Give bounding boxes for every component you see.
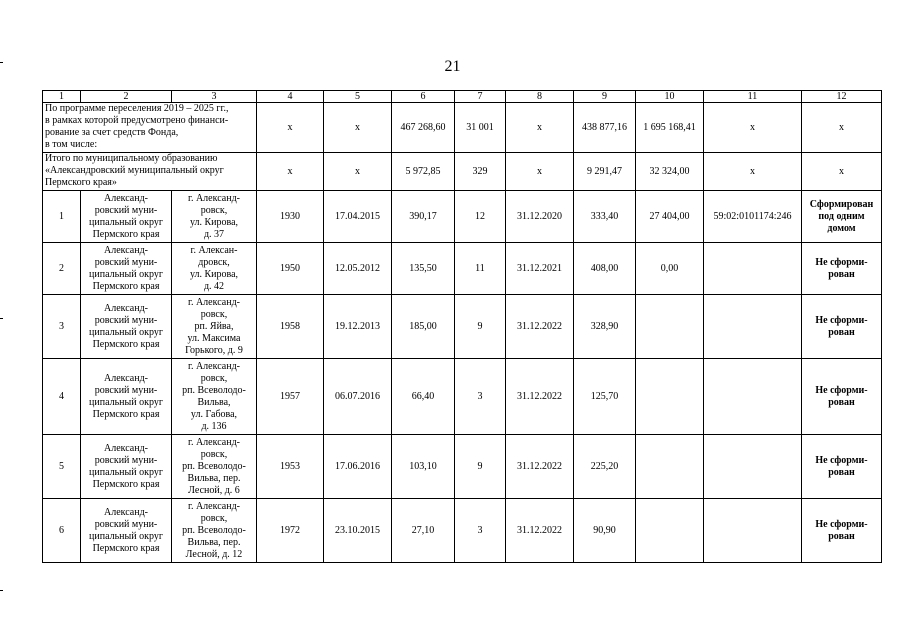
date-cell: 17.04.2015 bbox=[324, 191, 392, 243]
date-cell: 19.12.2013 bbox=[324, 295, 392, 359]
municipality-cell: Александ- ровский муни- ципальный округ Пермского края bbox=[81, 191, 172, 243]
people-cell: 11 bbox=[455, 243, 506, 295]
table-row bbox=[43, 435, 882, 499]
summary-cell: 1 695 168,41 bbox=[636, 103, 704, 153]
cost-cell: 0,00 bbox=[636, 243, 704, 295]
cost-cell bbox=[636, 499, 704, 563]
area2-cell: 225,20 bbox=[574, 435, 636, 499]
column-number: 3 bbox=[172, 91, 257, 103]
page-number: 21 bbox=[444, 58, 461, 75]
year-cell: 1950 bbox=[257, 243, 324, 295]
column-number: 4 bbox=[257, 91, 324, 103]
deadline-cell: 31.12.2020 bbox=[506, 191, 574, 243]
summary-cell: 9 291,47 bbox=[574, 153, 636, 191]
summary-cell: x bbox=[704, 103, 802, 153]
column-number: 6 bbox=[392, 91, 455, 103]
municipality-cell: Александ- ровский муни- ципальный округ Пермского края bbox=[81, 499, 172, 563]
area-cell: 66,40 bbox=[392, 359, 455, 435]
column-number: 8 bbox=[506, 91, 574, 103]
people-cell: 3 bbox=[455, 359, 506, 435]
year-cell: 1958 bbox=[257, 295, 324, 359]
row-number: 6 bbox=[43, 499, 81, 563]
people-cell: 3 bbox=[455, 499, 506, 563]
year-cell: 1930 bbox=[257, 191, 324, 243]
status-cell: Не сформи- рован bbox=[802, 243, 882, 295]
summary-cell: 5 972,85 bbox=[392, 153, 455, 191]
column-number: 12 bbox=[802, 91, 882, 103]
row-number: 3 bbox=[43, 295, 81, 359]
area2-cell: 408,00 bbox=[574, 243, 636, 295]
column-number: 10 bbox=[636, 91, 704, 103]
column-number: 7 bbox=[455, 91, 506, 103]
area2-cell: 125,70 bbox=[574, 359, 636, 435]
scan-edge-mark bbox=[0, 318, 3, 319]
summary-cell: 32 324,00 bbox=[636, 153, 704, 191]
deadline-cell: 31.12.2022 bbox=[506, 295, 574, 359]
address-cell: г. Александ- ровск, рп. Всеволодо- Вильва, пер. Лесной, д. 6 bbox=[172, 435, 257, 499]
summary-cell: x bbox=[324, 153, 392, 191]
summary-label: По программе переселения 2019 – 2025 гг., в рамках которой предусмотрено финанси- рование за счет средств Фонда, в том числе: bbox=[43, 103, 257, 153]
summary-cell: 31 001 bbox=[455, 103, 506, 153]
cadastral-cell bbox=[704, 435, 802, 499]
status-cell: Не сформи- рован bbox=[802, 499, 882, 563]
people-cell: 12 bbox=[455, 191, 506, 243]
area-cell: 27,10 bbox=[392, 499, 455, 563]
cost-cell: 27 404,00 bbox=[636, 191, 704, 243]
year-cell: 1953 bbox=[257, 435, 324, 499]
summary-cell: x bbox=[802, 153, 882, 191]
column-number: 1 bbox=[43, 91, 81, 103]
municipality-cell: Александ- ровский муни- ципальный округ Пермского края bbox=[81, 359, 172, 435]
summary-cell: x bbox=[506, 153, 574, 191]
summary-cell: x bbox=[704, 153, 802, 191]
summary-cell: 329 bbox=[455, 153, 506, 191]
cadastral-cell bbox=[704, 295, 802, 359]
cadastral-cell bbox=[704, 499, 802, 563]
cost-cell bbox=[636, 435, 704, 499]
municipality-cell: Александ- ровский муни- ципальный округ Пермского края bbox=[81, 295, 172, 359]
deadline-cell: 31.12.2022 bbox=[506, 499, 574, 563]
area2-cell: 90,90 bbox=[574, 499, 636, 563]
status-cell: Сформирован под одним домом bbox=[802, 191, 882, 243]
cadastral-cell bbox=[704, 243, 802, 295]
summary-cell: x bbox=[324, 103, 392, 153]
address-cell: г. Александ- ровск, ул. Кирова, д. 37 bbox=[172, 191, 257, 243]
deadline-cell: 31.12.2021 bbox=[506, 243, 574, 295]
date-cell: 06.07.2016 bbox=[324, 359, 392, 435]
row-number: 2 bbox=[43, 243, 81, 295]
row-number: 4 bbox=[43, 359, 81, 435]
municipality-cell: Александ- ровский муни- ципальный округ Пермского края bbox=[81, 435, 172, 499]
year-cell: 1957 bbox=[257, 359, 324, 435]
cadastral-cell bbox=[704, 359, 802, 435]
summary-cell: 467 268,60 bbox=[392, 103, 455, 153]
summary-label: Итого по муниципальному образованию «Александровский муниципальный округ Пермского края» bbox=[43, 153, 257, 191]
date-cell: 23.10.2015 bbox=[324, 499, 392, 563]
table-row bbox=[43, 191, 882, 243]
date-cell: 12.05.2012 bbox=[324, 243, 392, 295]
summary-row-municipality bbox=[43, 153, 882, 191]
summary-cell: x bbox=[257, 103, 324, 153]
address-cell: г. Александ- ровск, рп. Всеволодо- Вильва, ул. Габова, д. 136 bbox=[172, 359, 257, 435]
area-cell: 103,10 bbox=[392, 435, 455, 499]
summary-cell: x bbox=[257, 153, 324, 191]
cost-cell bbox=[636, 359, 704, 435]
row-number: 5 bbox=[43, 435, 81, 499]
column-number: 2 bbox=[81, 91, 172, 103]
table-row bbox=[43, 295, 882, 359]
area-cell: 390,17 bbox=[392, 191, 455, 243]
column-number-row bbox=[43, 91, 882, 103]
year-cell: 1972 bbox=[257, 499, 324, 563]
status-cell: Не сформи- рован bbox=[802, 359, 882, 435]
area2-cell: 328,90 bbox=[574, 295, 636, 359]
cadastral-cell: 59:02:0101174:246 bbox=[704, 191, 802, 243]
address-cell: г. Алексан- дровск, ул. Кирова, д. 42 bbox=[172, 243, 257, 295]
table-row bbox=[43, 499, 882, 563]
summary-cell: x bbox=[506, 103, 574, 153]
resettlement-table bbox=[42, 90, 882, 563]
status-cell: Не сформи- рован bbox=[802, 435, 882, 499]
column-number: 9 bbox=[574, 91, 636, 103]
address-cell: г. Александ- ровск, рп. Всеволодо- Вильва, пер. Лесной, д. 12 bbox=[172, 499, 257, 563]
row-number: 1 bbox=[43, 191, 81, 243]
summary-cell: x bbox=[802, 103, 882, 153]
summary-row-program bbox=[43, 103, 882, 153]
date-cell: 17.06.2016 bbox=[324, 435, 392, 499]
cost-cell bbox=[636, 295, 704, 359]
people-cell: 9 bbox=[455, 435, 506, 499]
address-cell: г. Александ- ровск, рп. Яйва, ул. Максима Горького, д. 9 bbox=[172, 295, 257, 359]
summary-cell: 438 877,16 bbox=[574, 103, 636, 153]
column-number: 11 bbox=[704, 91, 802, 103]
scan-edge-mark bbox=[0, 590, 3, 591]
municipality-cell: Александ- ровский муни- ципальный округ Пермского края bbox=[81, 243, 172, 295]
deadline-cell: 31.12.2022 bbox=[506, 359, 574, 435]
table-row bbox=[43, 359, 882, 435]
area-cell: 185,00 bbox=[392, 295, 455, 359]
status-cell: Не сформи- рован bbox=[802, 295, 882, 359]
area-cell: 135,50 bbox=[392, 243, 455, 295]
deadline-cell: 31.12.2022 bbox=[506, 435, 574, 499]
area2-cell: 333,40 bbox=[574, 191, 636, 243]
table-row bbox=[43, 243, 882, 295]
column-number: 5 bbox=[324, 91, 392, 103]
people-cell: 9 bbox=[455, 295, 506, 359]
